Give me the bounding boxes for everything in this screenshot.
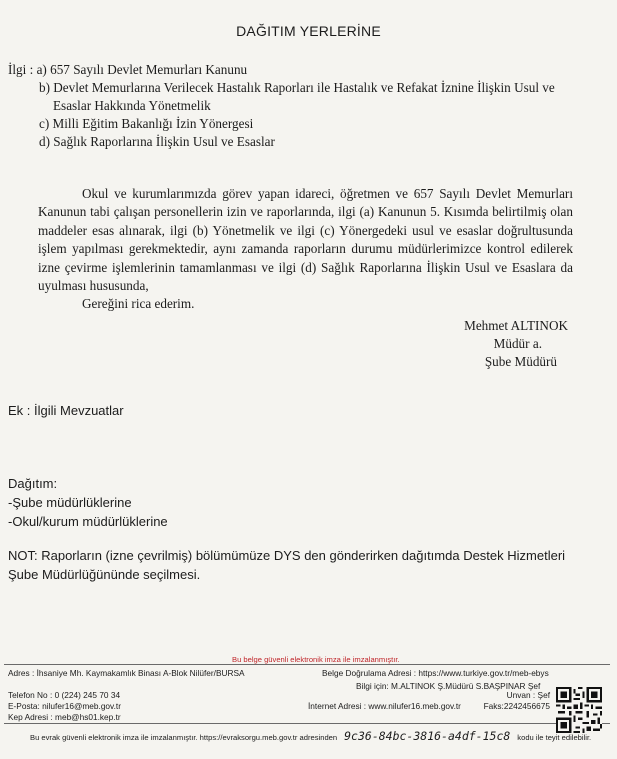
reference-c: c) Milli Eğitim Bakanlığı İzin Yönergesi	[39, 116, 254, 131]
signature-title: Müdür a.	[493, 336, 542, 351]
body-text	[38, 185, 573, 314]
verify-line	[30, 727, 591, 745]
document-title: DAĞITIM YERLERİNE	[236, 23, 381, 39]
footer-website: İnternet Adresi : www.nilufer16.meb.gov.tr	[308, 701, 461, 711]
distribution-item: -Şube müdürlüklerine	[8, 495, 132, 510]
distribution-item: -Okul/kurum müdürlüklerine	[8, 514, 168, 529]
reference-b-line1: b) Devlet Memurlarına Verilecek Hastalık Raporları ile Hastalık ve Refakat İznine İlişkin Usul ve	[39, 80, 555, 95]
footer-phone: Telefon No : 0 (224) 245 70 34	[8, 690, 121, 700]
reference-a: İlgi : a) 657 Sayılı Devlet Memurları Kanunu	[8, 62, 248, 77]
signature-name: Mehmet ALTINOK	[464, 318, 568, 333]
note-text: NOT: Raporların (izne çevrilmiş) bölümümüze DYS den gönderirken dağıtımda Destek Hizmetleri Şube Müdürlüğününde seçilmesi.	[8, 548, 566, 582]
verify-prefix: Bu evrak güvenli elektronik imza ile imzalanmıştır. https://evraksorgu.meb.gov.tr adresinden	[30, 733, 338, 742]
body-paragraph: Okul ve kurumlarımızda görev yapan idareci, öğretmen ve 657 Sayılı Devlet Memurları Kanunun tabi çalışan personellerin izin ve raporlarında, ilgi (a) Kanunun 5. Kısımda belirtilmiş olan maddeler esas alınarak, ilgi (b) Yönetmelik ve ilgi (c) Yönergedeki usul ve esaslar doğrultusunda işlem yapılması gerekmektedir, aynı zamanda raporların durumu müdürlerimizce kontrol edilerek izne çevirme işlemlerinin tamamlanması ve ilgi (d) Sağlık Raporlarına İlişkin Usul ve Esaslara da uyulması hususunda,	[38, 186, 573, 294]
signature-role: Şube Müdürü	[484, 354, 557, 369]
verify-code: 9c36-84bc-3816-a4df-15c8	[344, 729, 511, 743]
footer-kep: Kep Adresi : meb@hs01.kep.tr	[8, 712, 121, 722]
body-closing: Gereğini rica ederim.	[82, 296, 195, 312]
footer-divider-top	[4, 664, 610, 665]
verify-suffix: kodu ile teyit edilebilir.	[517, 733, 592, 742]
footer-email: E-Posta: nilufer16@meb.gov.tr	[8, 701, 121, 711]
qr-code-icon	[556, 687, 602, 733]
reference-b-line2: Esaslar Hakkında Yönetmelik	[53, 98, 211, 113]
reference-d: d) Sağlık Raporlarına İlişkin Usul ve Esaslar	[39, 134, 275, 149]
distribution-label: Dağıtım:	[8, 476, 58, 491]
footer-address: Adres : İhsaniye Mh. Kaymakamlık Binası A-Blok Nilüfer/BURSA	[8, 668, 245, 678]
footer-fax: Faks:2242456675	[483, 701, 550, 711]
esign-notice: Bu belge güvenli elektronik imza ile imzalanmıştır.	[232, 655, 400, 664]
footer-unvan: Unvan : Şef	[506, 690, 550, 700]
footer-contact: Bilgi için: M.ALTINOK Ş.Müdürü S.BAŞPINAR Şef	[356, 681, 541, 691]
attachment-line: Ek : İlgili Mevzuatlar	[8, 403, 124, 418]
footer-verification: Belge Doğrulama Adresi : https://www.turkiye.gov.tr/meb-ebys	[322, 668, 549, 678]
footer-divider-bottom	[4, 723, 610, 724]
